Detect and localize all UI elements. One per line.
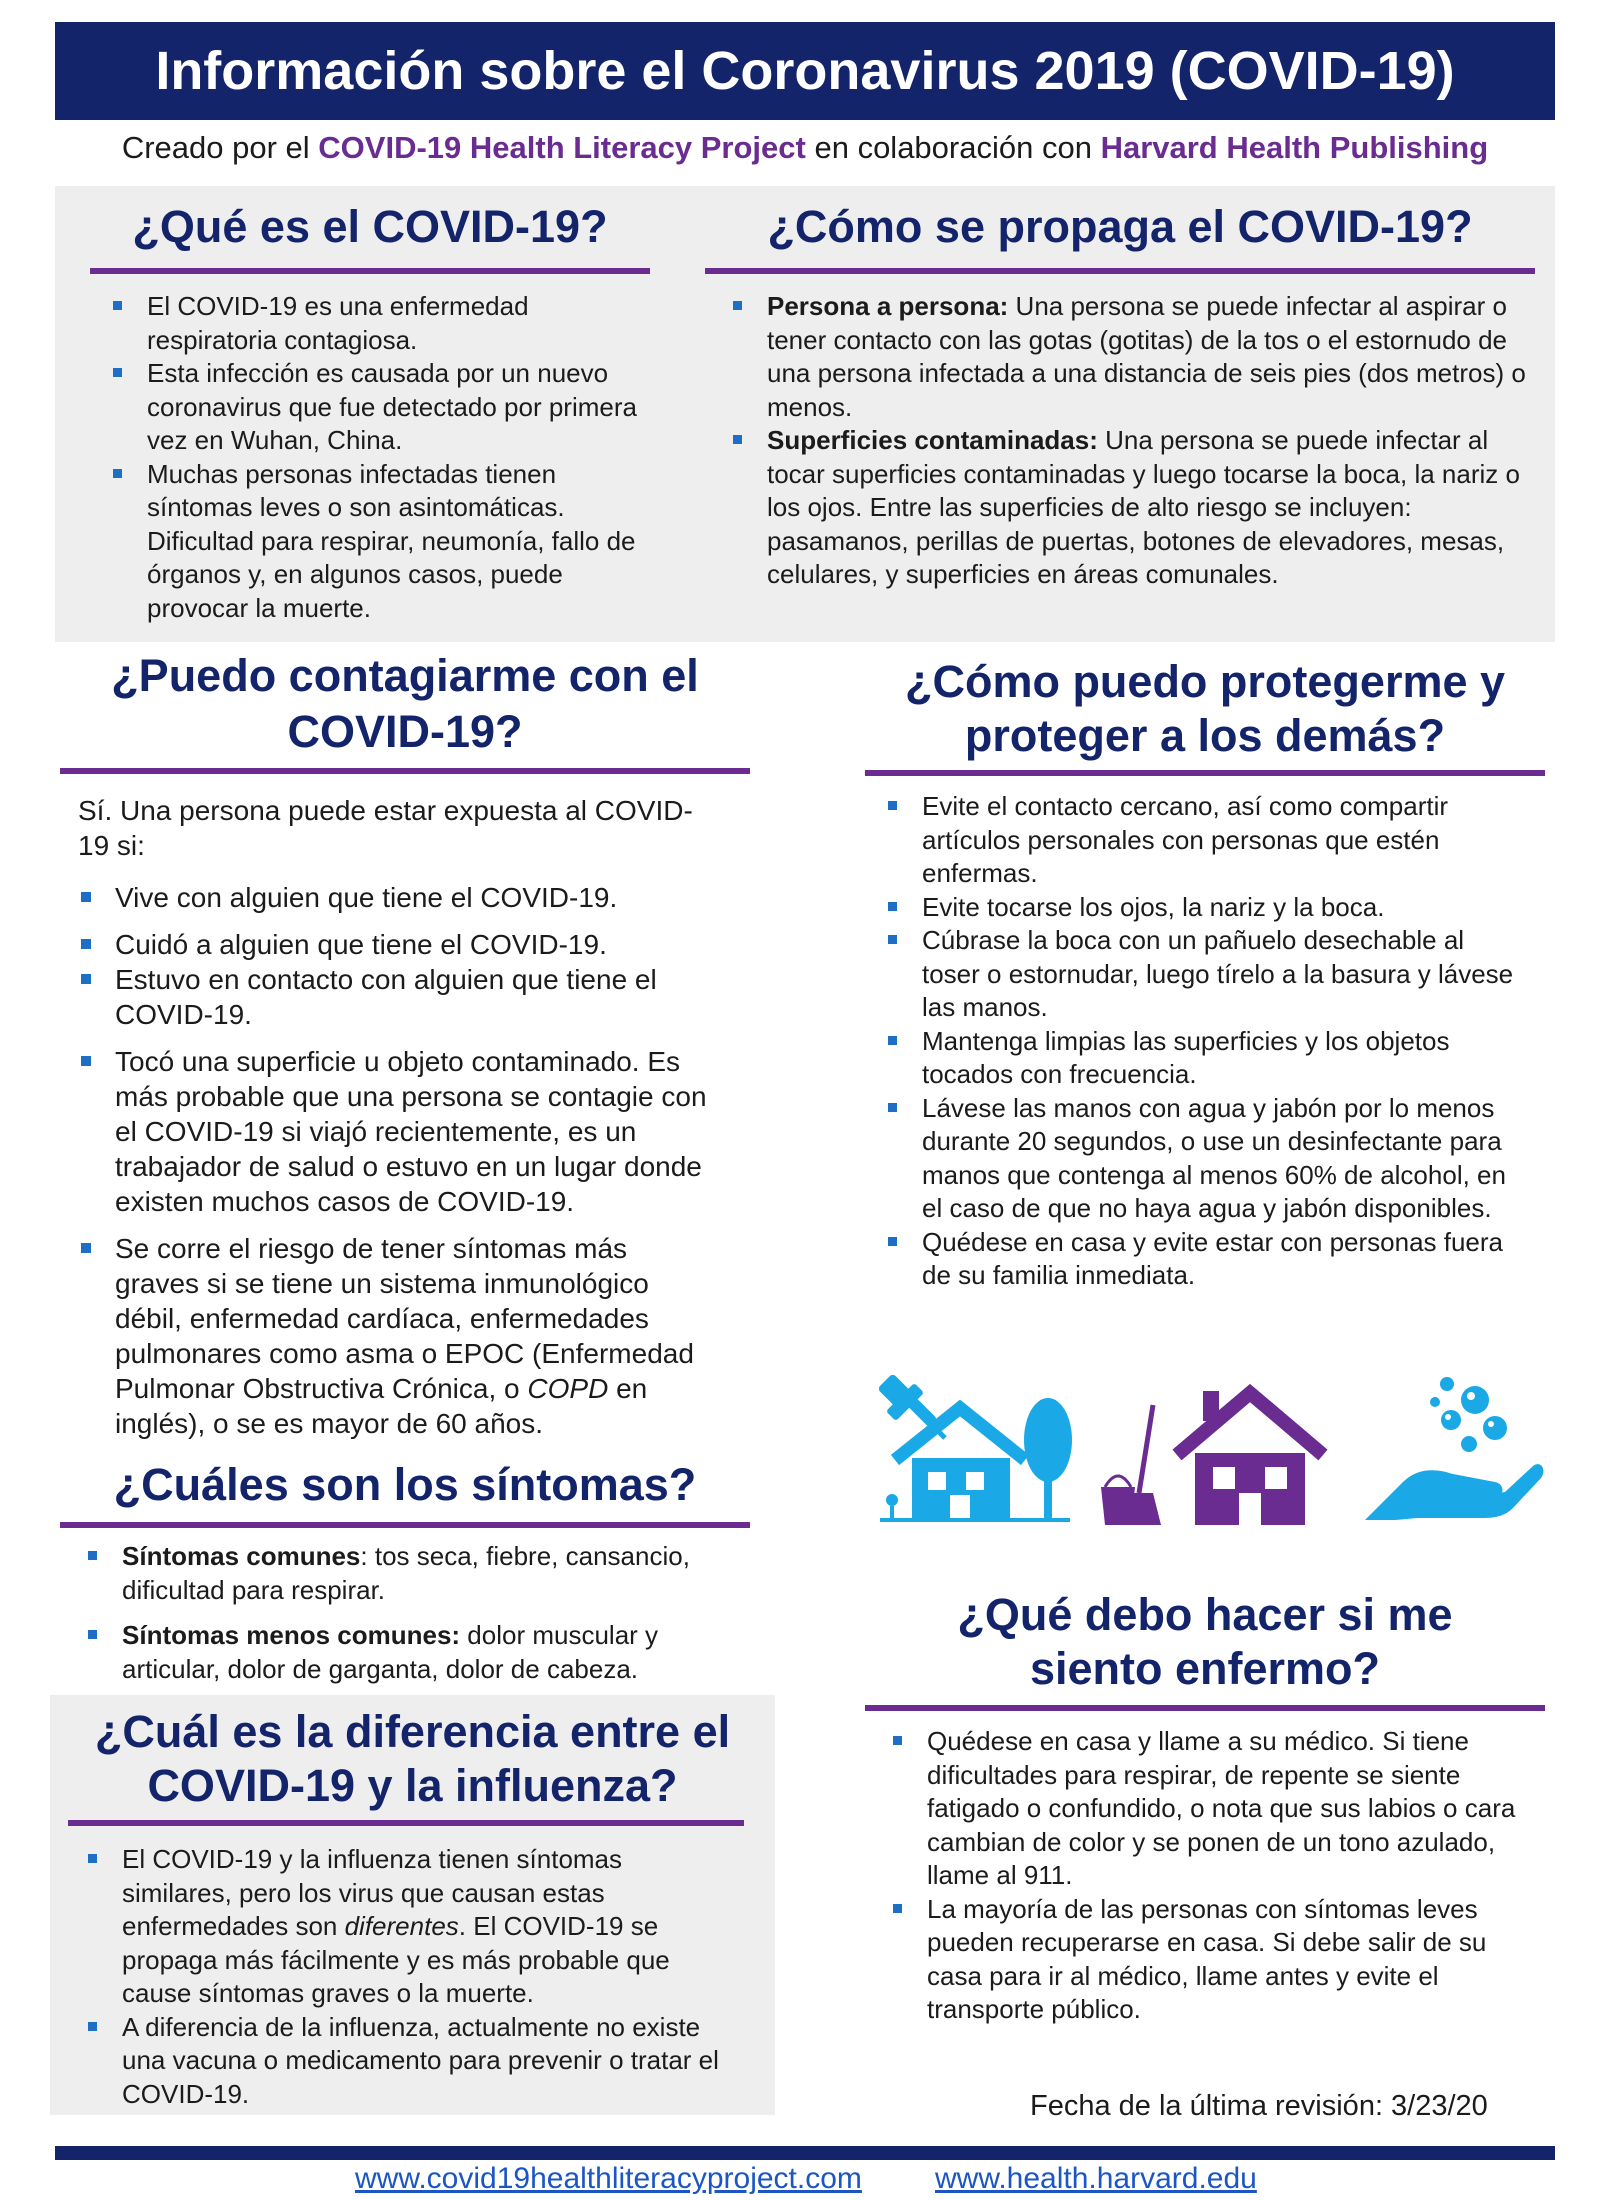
heading-rule bbox=[705, 268, 1535, 274]
item-label: Superficies contaminadas: bbox=[767, 425, 1098, 455]
hand-soap-bubbles-icon bbox=[1355, 1370, 1545, 1520]
spread-list bbox=[730, 290, 1530, 592]
what-is-list bbox=[110, 290, 645, 625]
item-italic: diferentes bbox=[344, 1911, 459, 1941]
link-harvard-health[interactable]: www.health.harvard.edu bbox=[935, 2162, 1257, 2195]
bucket-broom-house-icon bbox=[1095, 1375, 1335, 1527]
heading-rule bbox=[68, 1820, 744, 1826]
item-label: Persona a persona: bbox=[767, 291, 1009, 321]
heading-contagion bbox=[60, 648, 750, 760]
heading-line: COVID-19? bbox=[287, 706, 523, 757]
heading-rule bbox=[60, 1522, 750, 1528]
protect-list bbox=[885, 790, 1525, 1293]
item-label: Síntomas menos comunes: bbox=[122, 1620, 461, 1650]
heading-line: ¿Cuál es la diferencia entre el bbox=[94, 1706, 731, 1757]
subtitle bbox=[55, 130, 1555, 166]
item-text: : tos seca, fiebre, cansancio, dificultad para respirar. bbox=[122, 1541, 690, 1605]
item-text: Una persona se puede infectar al aspirar o tener contacto con las gotas (gotitas) de la tos o el estornudo de una persona infectada a una distancia de seis pies (dos metros) o menos. bbox=[767, 291, 1526, 422]
contagion-list bbox=[78, 880, 718, 1441]
item-text: Una persona se puede infectar al tocar superficies contaminadas y luego tocarse la boca, la nariz o los ojos. Entre las superficies de alto riesgo se incluyen: pasamanos, perillas de puertas, botones de elevadores, mesas, celulares, y superficies en áreas comunales. bbox=[767, 425, 1520, 589]
heading-line: proteger a los demás? bbox=[964, 710, 1446, 761]
item-text: . El COVID-19 se propaga más fácilmente y es más probable que cause síntomas graves o la muerte. bbox=[122, 1911, 670, 2008]
subtitle-prefix: Creado por el bbox=[121, 130, 319, 165]
item-label: Síntomas comunes bbox=[122, 1541, 361, 1571]
heading-rule bbox=[60, 768, 750, 774]
heading-line: ¿Qué debo hacer si me bbox=[957, 1589, 1453, 1640]
heading-difference bbox=[65, 1705, 760, 1813]
revision-date: Fecha de la última revisión: 3/23/20 bbox=[1030, 2090, 1488, 2122]
heading-rule bbox=[90, 268, 650, 274]
heading-sick bbox=[865, 1588, 1545, 1696]
list-item: Mantenga limpias las superficies y los objetos tocados con frecuencia. bbox=[885, 1025, 1525, 1092]
heading-rule bbox=[865, 770, 1545, 776]
list-item bbox=[85, 1619, 725, 1686]
page-title: Información sobre el Coronavirus 2019 (COVID-19) bbox=[55, 22, 1555, 120]
link-covid19-health-literacy[interactable]: www.covid19healthliteracyproject.com bbox=[355, 2162, 862, 2195]
list-item: La mayoría de las personas con síntomas leves pueden recuperarse en casa. Si debe salir de su casa para ir al médico, llame antes y evite el transporte público. bbox=[890, 1893, 1520, 2027]
list-item bbox=[730, 424, 1530, 592]
item-text: dolor muscular y articular, dolor de garganta, dolor de cabeza. bbox=[122, 1620, 659, 1684]
item-text: Se corre el riesgo de tener síntomas más graves si se tiene un sistema inmunológico débil, enfermedad cardíaca, enfermedades pulmonares como asma o EPOC (Enfermedad Pulmonar Obstructiva Crónica, o bbox=[115, 1233, 694, 1404]
list-item: Evite el contacto cercano, así como compartir artículos personales con personas que estén enfermas. bbox=[885, 790, 1525, 891]
list-item bbox=[730, 290, 1530, 424]
item-text: El COVID-19 y la influenza tienen síntomas similares, pero los virus que causan estas enfermedades son bbox=[122, 1844, 623, 1941]
list-item bbox=[78, 1231, 718, 1441]
heading-line: COVID-19 y la influenza? bbox=[147, 1760, 678, 1811]
list-item bbox=[85, 1540, 725, 1607]
heading-what-is: ¿Qué es el COVID-19? bbox=[132, 201, 608, 252]
list-item: Lávese las manos con agua y jabón por lo menos durante 20 segundos, o use un desinfectante para manos que contenga al menos 60% de alcohol, en el caso de que no haya agua y jabón disponibles. bbox=[885, 1092, 1525, 1226]
footer-bar bbox=[55, 2146, 1555, 2160]
pushpin-house-tree-icon bbox=[870, 1360, 1080, 1525]
list-item: El COVID-19 es una enfermedad respiratoria contagiosa. bbox=[110, 290, 645, 357]
list-item: Vive con alguien que tiene el COVID-19. bbox=[78, 880, 718, 915]
heading-line: ¿Cómo puedo protegerme y bbox=[904, 656, 1506, 707]
org-covid19-health-literacy: COVID-19 Health Literacy Project bbox=[318, 130, 806, 165]
list-item: Tocó una superficie u objeto contaminado. Es más probable que una persona se contagie con el COVID-19 si viajó recientemente, es un trabajador de salud o estuvo en un lugar donde existen muchos casos de COVID-19. bbox=[78, 1044, 718, 1219]
list-item: Esta infección es causada por un nuevo coronavirus que fue detectado por primera vez en Wuhan, China. bbox=[110, 357, 645, 458]
heading-line: ¿Puedo contagiarme con el bbox=[111, 650, 699, 701]
org-harvard-health: Harvard Health Publishing bbox=[1100, 130, 1489, 165]
item-text: en inglés), o se es mayor de 60 años. bbox=[115, 1373, 648, 1439]
heading-spread: ¿Cómo se propaga el COVID-19? bbox=[767, 201, 1473, 252]
list-item: Evite tocarse los ojos, la nariz y la boca. bbox=[885, 891, 1525, 925]
list-item: Cúbrase la boca con un pañuelo desechable al toser o estornudar, luego tírelo a la basura y lávese las manos. bbox=[885, 924, 1525, 1025]
list-item: Quédese en casa y llame a su médico. Si tiene dificultades para respirar, de repente se siente fatigado o confundido, o nota que sus labios o cara cambian de color y se ponen de un tono azulado, llame al 911. bbox=[890, 1725, 1520, 1893]
list-item: Quédese en casa y evite estar con personas fuera de su familia inmediata. bbox=[885, 1226, 1525, 1293]
contagion-intro: Sí. Una persona puede estar expuesta al COVID-19 si: bbox=[78, 795, 693, 861]
list-item: Estuvo en contacto con alguien que tiene el COVID-19. bbox=[78, 962, 718, 1032]
list-item: Muchas personas infectadas tienen síntomas leves o son asintomáticas. Dificultad para respirar, neumonía, fallo de órganos y, en algunos casos, puede provocar la muerte. bbox=[110, 458, 645, 626]
heading-symptoms: ¿Cuáles son los síntomas? bbox=[113, 1459, 697, 1510]
heading-rule bbox=[865, 1705, 1545, 1711]
heading-line: siento enfermo? bbox=[1029, 1643, 1381, 1694]
list-item: A diferencia de la influenza, actualmente no existe una vacuna o medicamento para prevenir o tratar el COVID-19. bbox=[85, 2011, 735, 2112]
list-item: Cuidó a alguien que tiene el COVID-19. bbox=[78, 927, 718, 962]
subtitle-mid: en colaboración con bbox=[805, 130, 1101, 165]
heading-protect bbox=[865, 655, 1545, 763]
sick-list bbox=[890, 1725, 1520, 2027]
list-item bbox=[85, 1843, 735, 2011]
symptoms-list bbox=[85, 1540, 725, 1686]
item-italic: COPD bbox=[527, 1373, 609, 1404]
difference-list bbox=[85, 1843, 735, 2111]
